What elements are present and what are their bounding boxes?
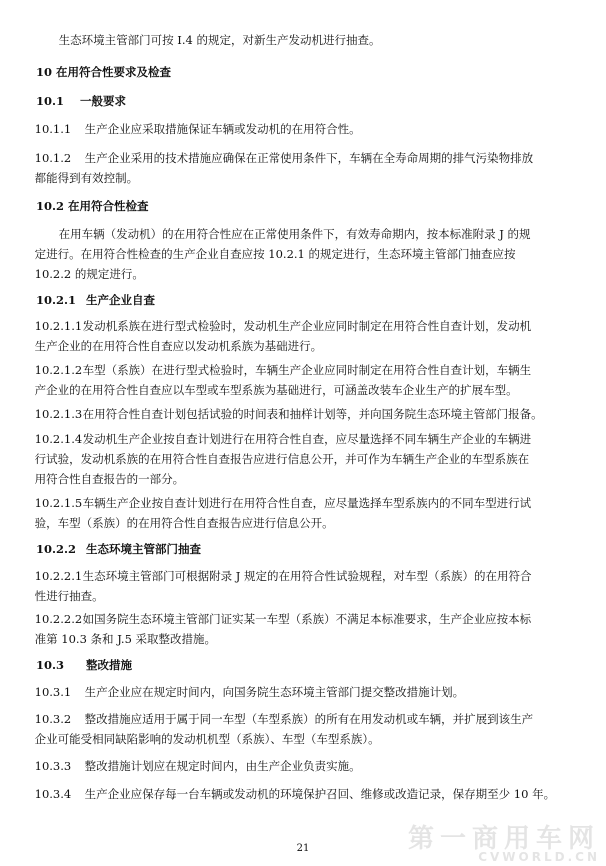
clause-number: 10.2.1.2	[34, 363, 83, 377]
clause-text: 如国务院生态环境主管部门证实某一车型（系族）不满足本标准要求，生产企业应按本标	[82, 612, 532, 626]
line-text: 产企业的在用符合性自查应以车型或车型系族为基础进行，可涵盖改装车企业生产的扩展车型。	[34, 383, 518, 397]
page-number: 21	[296, 843, 310, 854]
line-text: 定进行。在用符合性检查的生产企业自查应按 10.2.1 的规定进行，生态环境主管部门抽查应按	[34, 247, 516, 261]
line-text: 性进行抽查。	[34, 589, 104, 603]
clause-number: 10.3.3	[34, 759, 72, 773]
clause-number: 10.3.4	[34, 787, 72, 801]
line-text: 验，车型（系族）的在用符合性自查报告应进行信息公开。	[34, 516, 334, 530]
clause-text: 车辆生产企业按自查计划进行在用符合性自查，应尽量选择车型系族内的不同车型进行试	[82, 496, 532, 510]
clause-number: 10.2.2.2	[34, 612, 83, 626]
clause-text: 车型（系族）在进行型式检验时，车辆生产企业应同时制定在用符合性自查计划，车辆生	[82, 363, 532, 377]
watermark-logo	[400, 818, 600, 864]
clause-number: 10.2.1.4	[34, 432, 83, 446]
heading-text: 10.2 在用符合性检查	[36, 199, 149, 213]
clause-number: 10.1.1	[34, 122, 72, 136]
clause-text: 整改措施应适用于属于同一车型（车型系族）的所有在用发动机或车辆，并扩展到该生产	[84, 712, 534, 726]
clause-number: 10.2.1.5	[34, 496, 83, 510]
clause-text: 生产企业应保存每一台车辆或发动机的环境保护召回、维修或改造记录，保存期至少 10 年。	[84, 787, 556, 801]
line-text: 生产企业的在用符合性自查应以发动机系族为基础进行。	[34, 339, 323, 353]
line-text: 准第 10.3 条和 J.5 采取整改措施。	[34, 632, 217, 646]
line-text: 用符合性自查报告的一部分。	[34, 472, 185, 486]
clause-text: 生产企业应采取措施保证车辆或发动机的在用符合性。	[84, 122, 361, 136]
clause-text: 在用符合性自查计划包括试验的时间表和抽样计划等，并向国务院生态环境主管部门报备。	[82, 407, 543, 421]
watermark-domain: CVWORLD.CN	[478, 850, 600, 864]
line-text: 企业可能受相同缺陷影响的发动机机型（系族）、车型（车型系族）。	[34, 732, 380, 746]
heading-text: 一般要求	[80, 94, 127, 108]
clause-text: 整改措施计划应在规定时间内，由生产企业负责实施。	[84, 759, 361, 773]
heading-number: 10.2.2	[36, 542, 77, 556]
clause-number: 10.3.2	[34, 712, 72, 726]
line-text: 行试验，发动机系族的在用符合性自查报告应进行信息公开，并可作为车辆生产企业的车型系族在	[34, 452, 530, 466]
heading-text: 10 在用符合性要求及检查	[36, 65, 172, 79]
clause-text: 发动机生产企业按自查计划进行在用符合性自查，应尽量选择不同车辆生产企业的车辆进	[82, 432, 532, 446]
heading-text: 生产企业自查	[86, 293, 156, 307]
clause-text: 生态环境主管部门可根据附录 J 规定的在用符合性试验规程，对车型（系族）的在用符合	[82, 569, 532, 583]
line-text: 生态环境主管部门可按 I.4 的规定，对新生产发动机进行抽查。	[58, 33, 381, 47]
clause-text: 生产企业采用的技术措施应确保在正常使用条件下，车辆在全寿命周期的排气污染物排放	[84, 151, 534, 165]
clause-number: 10.2.1.1	[34, 319, 83, 333]
clause-text: 发动机系族在进行型式检验时，发动机生产企业应同时制定在用符合性自查计划，发动机	[82, 319, 532, 333]
watermark-text: 第一商用车网	[407, 824, 600, 854]
line-text: 10.2.2 的规定进行。	[34, 267, 144, 281]
heading-number: 10.1	[36, 94, 65, 108]
clause-number: 10.2.2.1	[34, 569, 83, 583]
clause-number: 10.2.1.3	[34, 407, 83, 421]
clause-number: 10.3.1	[34, 685, 72, 699]
line-text: 都能得到有效控制。	[34, 171, 139, 185]
clause-text: 生产企业应在规定时间内，向国务院生态环境主管部门提交整改措施计划。	[84, 685, 465, 699]
heading-number: 10.3	[36, 658, 65, 672]
line-text: 在用车辆（发动机）的在用符合性应在正常使用条件下，有效寿命期内，按本标准附录 J 的规	[58, 227, 531, 241]
heading-number: 10.2.1	[36, 293, 77, 307]
heading-text: 生态环境主管部门抽查	[86, 542, 202, 556]
heading-text: 整改措施	[86, 658, 133, 672]
clause-number: 10.1.2	[34, 151, 72, 165]
